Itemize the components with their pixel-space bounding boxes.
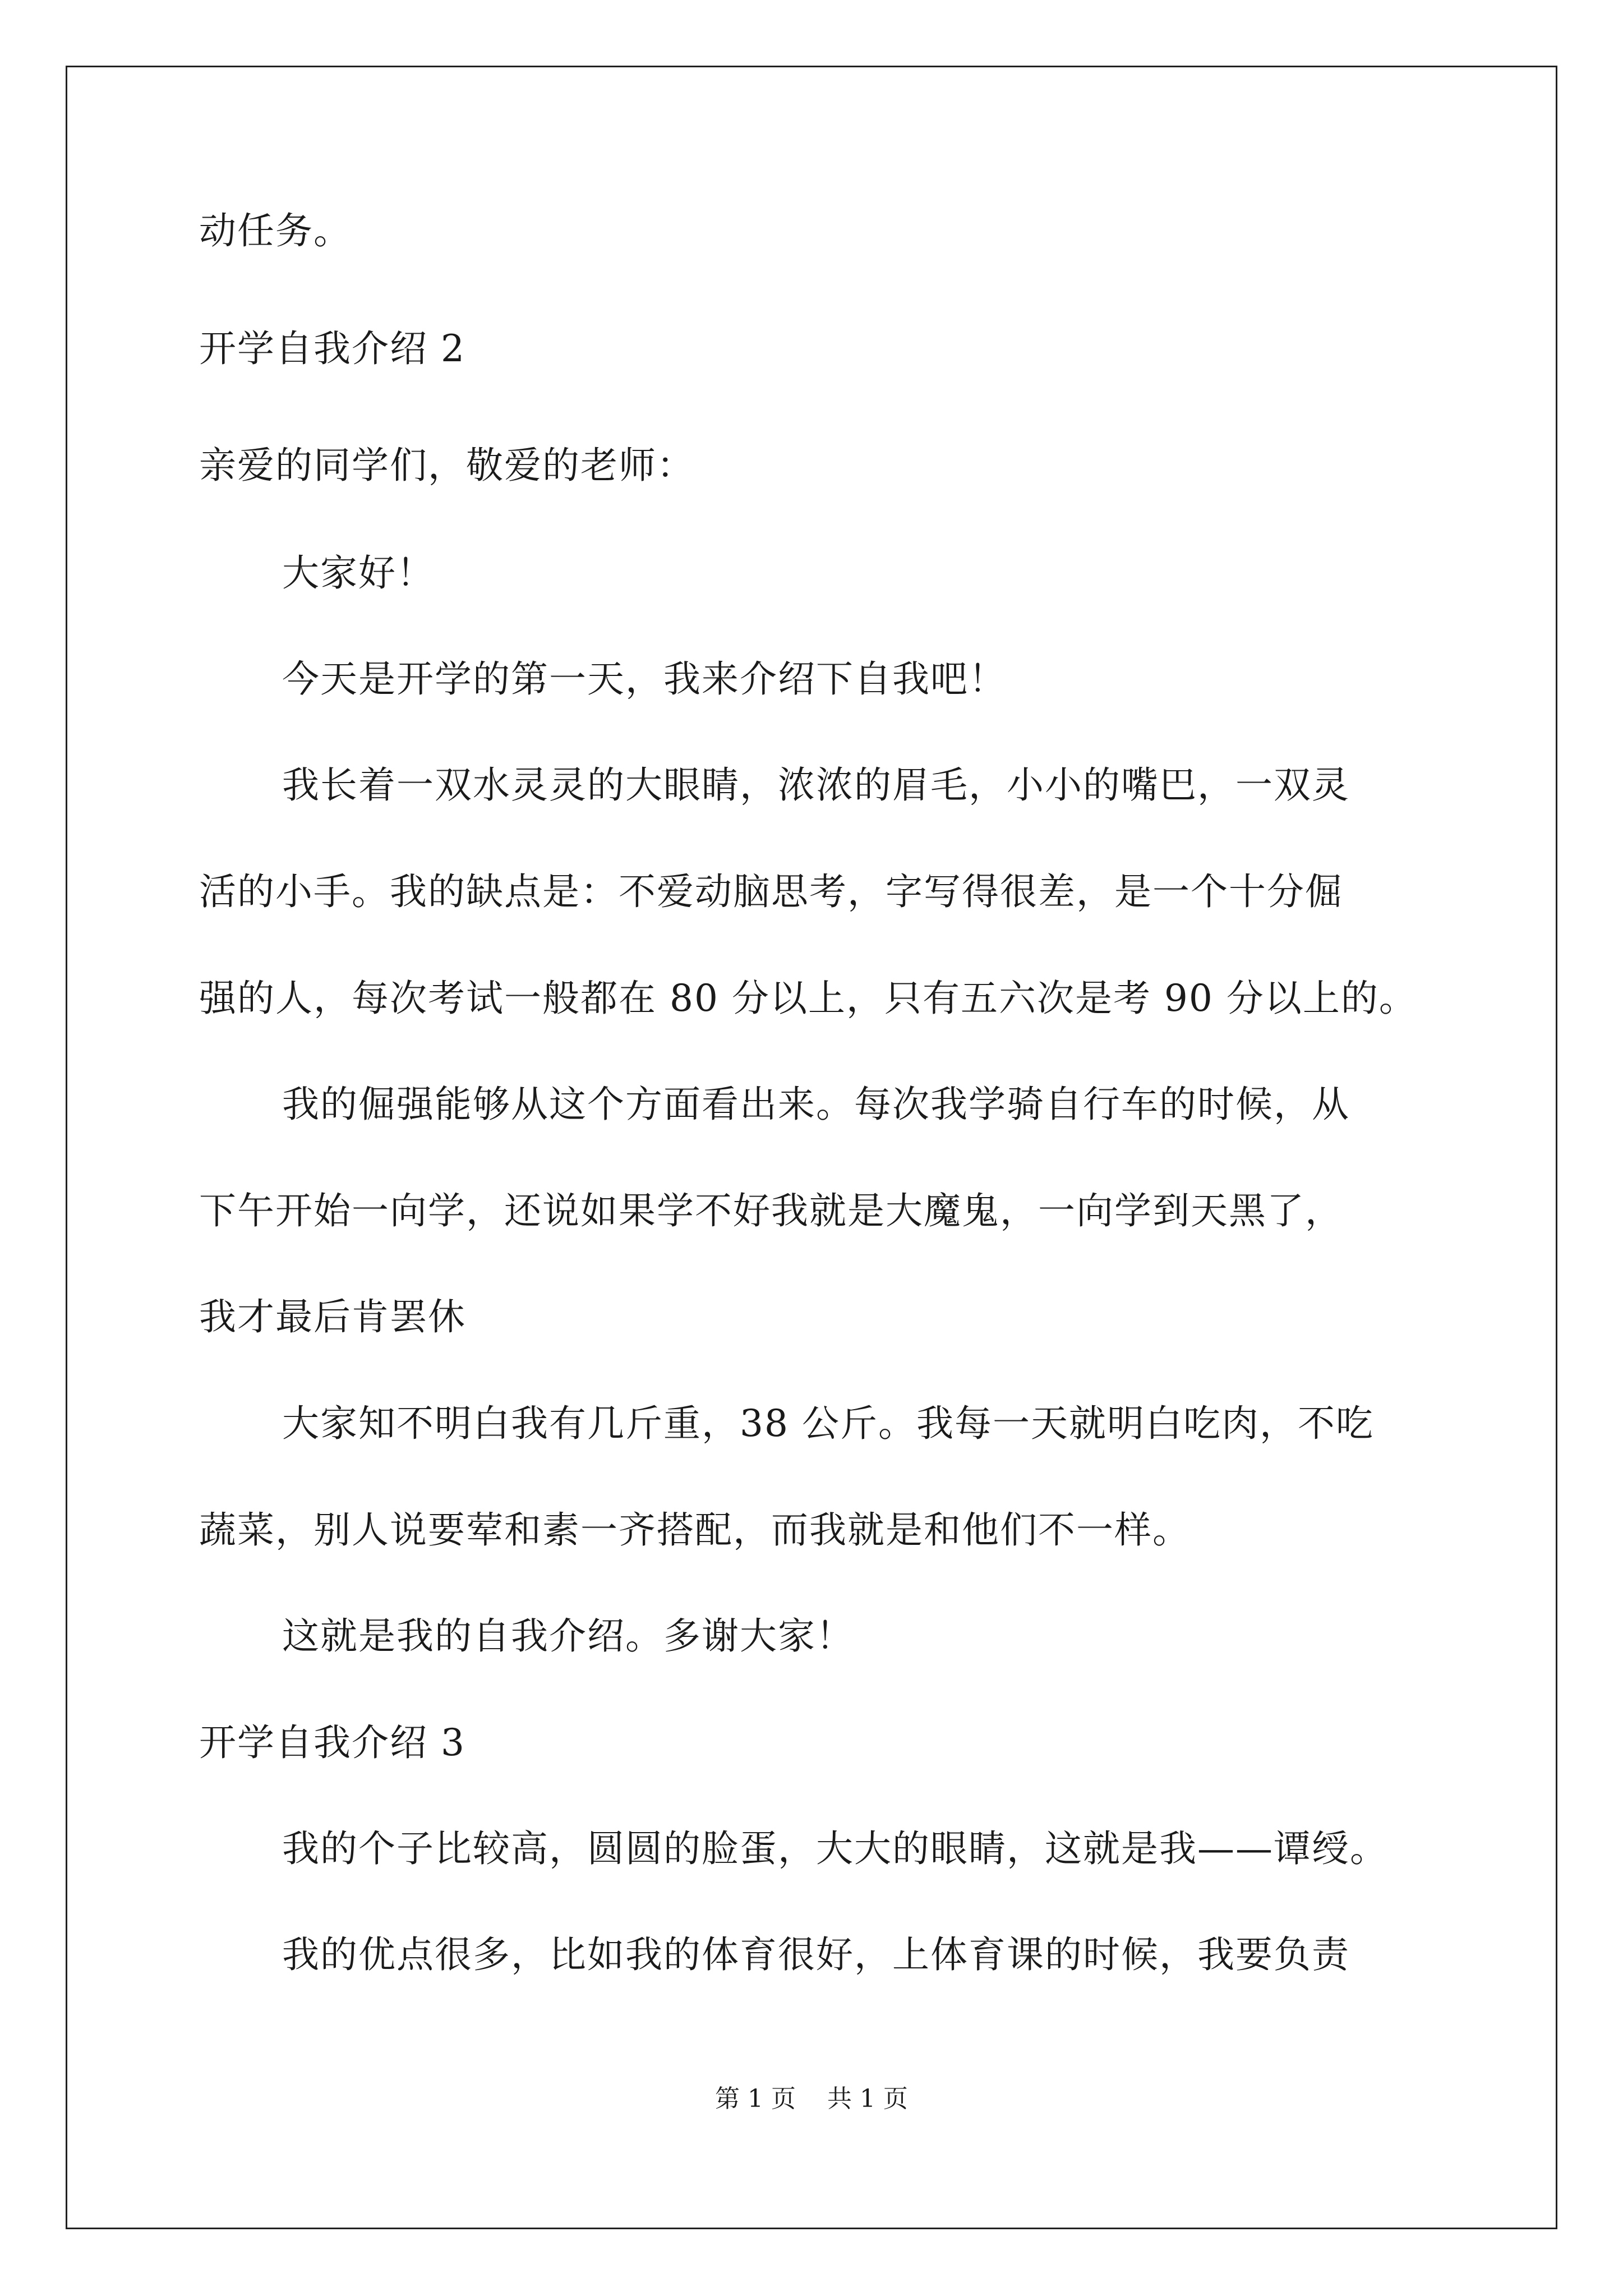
text-line: 这就是我的自我介绍。多谢大家！ bbox=[282, 1614, 854, 1658]
text-line: 今天是开学的第一天，我来介绍下自我吧！ bbox=[282, 657, 1007, 701]
paragraph-line: 活的小手。我的缺点是：不爱动脑思考，字写得很差，是一个十分倔 bbox=[199, 870, 1343, 913]
paragraph-line: 大家知不明白我有几斤重，38 公斤。我每一天就明白吃肉，不吃 bbox=[282, 1402, 1374, 1445]
text-line: 动任务。 bbox=[199, 209, 352, 252]
paragraph-line: 我的个子比较高，圆圆的脸蛋，大大的眼睛，这就是我——谭绶。 bbox=[282, 1827, 1388, 1870]
paragraph-line: 我的优点很多，比如我的体育很好，上体育课的时候，我要负责 bbox=[282, 1933, 1350, 1976]
paragraph-line: 我长着一双水灵灵的大眼睛，浓浓的眉毛，小小的嘴巴，一双灵 bbox=[282, 763, 1350, 807]
page-border bbox=[66, 66, 1557, 2229]
greeting: 大家好！ bbox=[282, 551, 435, 595]
paragraph-line: 我才最后肯罢休 bbox=[199, 1295, 466, 1338]
section-heading: 开学自我介绍 2 bbox=[199, 327, 465, 370]
section-heading: 开学自我介绍 3 bbox=[199, 1721, 465, 1764]
paragraph-line: 下午开始一向学，还说如果学不好我就是大魔鬼，一向学到天黑了， bbox=[199, 1189, 1343, 1232]
paragraph-line: 强的人，每次考试一般都在 80 分以上，只有五六次是考 90 分以上的。 bbox=[199, 977, 1417, 1020]
paragraph-line: 蔬菜，别人说要荤和素一齐搭配，而我就是和他们不一样。 bbox=[199, 1508, 1191, 1552]
page-number: 第 1 页 共 1 页 bbox=[715, 2085, 908, 2113]
paragraph-line: 我的倔强能够从这个方面看出来。每次我学骑自行车的时候，从 bbox=[282, 1083, 1350, 1126]
salutation: 亲爱的同学们，敬爱的老师： bbox=[199, 444, 695, 487]
